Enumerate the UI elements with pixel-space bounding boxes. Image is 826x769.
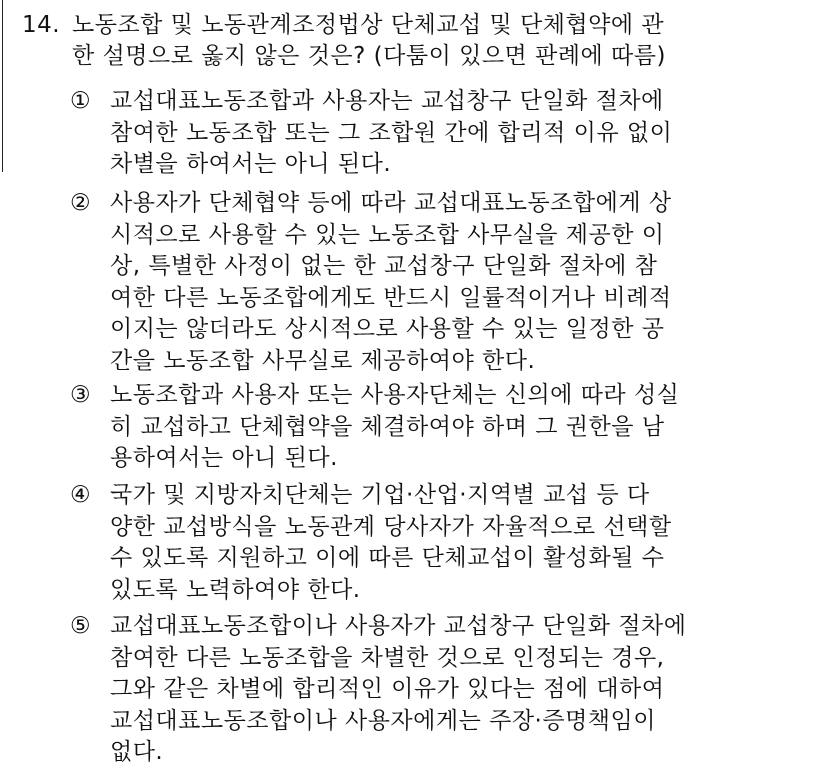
option-marker: ① <box>70 88 92 114</box>
option-text-line: 차별을 하여서는 아니 된다. <box>110 151 392 177</box>
option-text-line: 있도록 노력하여야 한다. <box>110 576 361 603</box>
option-marker: ④ <box>70 482 92 508</box>
question-text-line1: 노동조합 및 노동관계조정법상 단체교섭 및 단체협약에 관 <box>72 12 665 38</box>
option-text-line: 국가 및 지방자치단체는 기업·산업·지역별 교섭 등 다 <box>110 482 650 508</box>
option-text-line: 이지는 않더라도 상시적으로 사용할 수 있는 일정한 공 <box>110 316 665 342</box>
question-number: 14. <box>22 12 61 38</box>
question-stem <box>22 10 812 72</box>
option-4[interactable] <box>70 480 770 606</box>
option-text-line: 상, 특별한 사정이 없는 한 교섭창구 단일화 절차에 참 <box>110 253 658 279</box>
option-marker: ② <box>70 190 92 216</box>
option-text-line: 수 있도록 지원하고 이에 따른 단체교섭이 활성화될 수 <box>110 545 665 571</box>
option-text-line: 참여한 노동조합 또는 그 조합원 간에 합리적 이유 없이 <box>110 119 673 146</box>
option-2[interactable] <box>70 188 770 377</box>
option-1[interactable] <box>70 86 770 181</box>
question-text-line2: 한 설명으로 옳지 않은 것은? (다툼이 있으면 판례에 따름) <box>72 43 666 69</box>
option-text-line: 없다. <box>110 739 164 765</box>
option-text-line: 여한 다른 노동조합에게도 반드시 일률적이거나 비례적 <box>110 284 672 311</box>
option-text-line: 히 교섭하고 단체협약을 체결하여야 하며 그 권한을 남 <box>110 413 665 440</box>
option-marker: ③ <box>70 382 92 408</box>
option-text-line: 그와 같은 차별에 합리적인 이유가 있다는 점에 대하여 <box>110 676 665 702</box>
option-text-line: 교섭대표노동조합이나 사용자가 교섭창구 단일화 절차에 <box>110 613 687 639</box>
option-text-line: 노동조합과 사용자 또는 사용자단체는 신의에 따라 성실 <box>110 382 680 408</box>
option-3[interactable] <box>70 380 770 475</box>
option-5[interactable] <box>70 611 770 769</box>
option-text-line: 교섭대표노동조합과 사용자는 교섭창구 단일화 절차에 <box>110 88 664 114</box>
option-text-line: 용하여서는 아니 된다. <box>110 445 338 471</box>
option-text-line: 간을 노동조합 사무실로 제공하여야 한다. <box>110 347 536 374</box>
option-text-line: 시적으로 사용할 수 있는 노동조합 사무실을 제공한 이 <box>110 221 665 248</box>
option-text-line: 사용자가 단체협약 등에 따라 교섭대표노동조합에게 상 <box>110 190 672 216</box>
option-text-line: 교섭대표노동조합이나 사용자에게는 주장·증명책임이 <box>110 707 656 734</box>
option-marker: ⑤ <box>70 613 92 639</box>
left-border-rule <box>2 0 3 172</box>
option-text-line: 양한 교섭방식을 노동관계 당사자가 자율적으로 선택할 <box>110 513 672 540</box>
option-text-line: 참여한 다른 노동조합을 차별한 것으로 인정되는 경우, <box>110 644 665 671</box>
